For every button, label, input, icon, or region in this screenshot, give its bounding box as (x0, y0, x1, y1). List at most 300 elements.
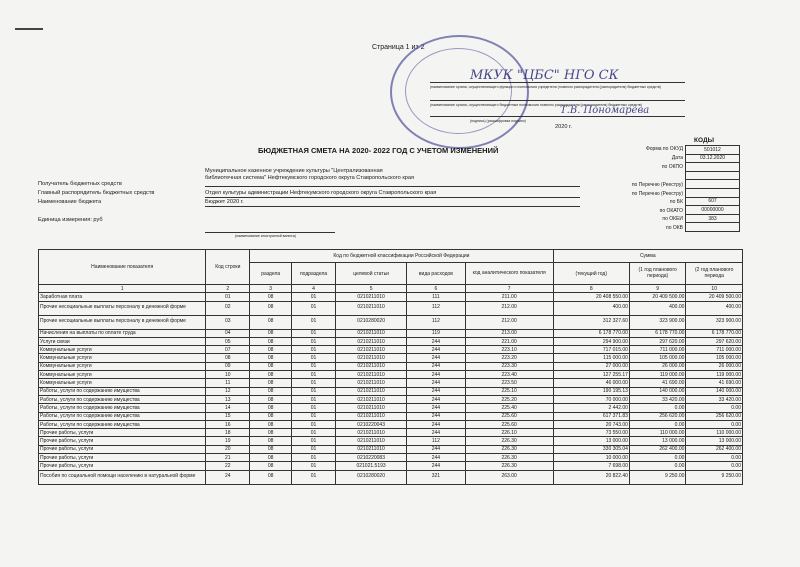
unit-label: Единица измерения: руб (38, 217, 103, 223)
table-row (39, 315, 743, 329)
cell-year3: 297 620.00 (686, 337, 743, 345)
cell-exptype: 112 (407, 315, 466, 329)
cell-year2: 711 000.00 (629, 346, 685, 354)
cell-exptype: 244 (407, 337, 466, 345)
cell-analytic: 213.00 (465, 329, 553, 337)
col-header-name: Наименование показателя (39, 250, 206, 285)
cell-line-code: 07 (206, 346, 250, 354)
code-label: Форма по ОКУД (645, 146, 683, 152)
cell-exptype: 119 (407, 329, 466, 337)
cell-section: 08 (250, 362, 292, 370)
table-row (39, 293, 743, 301)
cell-target: 0210211010 (336, 437, 407, 445)
cell-year3: 0.00 (686, 454, 743, 462)
cell-year1: 20 822.40 (553, 470, 629, 484)
cell-subsection: 01 (292, 395, 336, 403)
table-row (39, 454, 743, 462)
column-number: 6 (407, 285, 466, 293)
column-number: 9 (629, 285, 685, 293)
column-numbers-row (39, 285, 743, 293)
cell-analytic: 223.10 (465, 346, 553, 354)
col-header-year2: (1 год планового периода) (629, 263, 685, 285)
cell-subsection: 01 (292, 362, 336, 370)
cell-year1: 312 327.60 (553, 315, 629, 329)
cell-analytic: 212.00 (465, 301, 553, 315)
budget-table (38, 249, 743, 485)
cell-year1: 10 000.00 (553, 454, 629, 462)
cell-exptype: 244 (407, 362, 466, 370)
cell-target: 0210211010 (336, 337, 407, 345)
signature-line (430, 116, 685, 117)
cell-line-code: 05 (206, 337, 250, 345)
manager-line (205, 197, 580, 198)
column-number: 10 (686, 285, 743, 293)
table-row (39, 437, 743, 445)
cell-year1: 13 000.00 (553, 437, 629, 445)
cell-subsection: 01 (292, 337, 336, 345)
cell-target: 0210211010 (336, 429, 407, 437)
cell-name: Прочие работы, услуги (39, 454, 206, 462)
cell-line-code: 22 (206, 462, 250, 470)
cell-name: Прочие работы, услуги (39, 462, 206, 470)
cell-exptype: 244 (407, 387, 466, 395)
code-value (686, 171, 740, 180)
cell-name: Работы, услуги по содержанию имущества (39, 412, 206, 420)
cell-name: Заработная плата (39, 293, 206, 301)
code-label: по ОКЕИ (662, 216, 683, 222)
cell-year3: 323 900.00 (686, 315, 743, 329)
cell-analytic: 225.20 (465, 395, 553, 403)
table-row (39, 387, 743, 395)
cell-year2: 20 409 500.00 (629, 293, 685, 301)
cell-year1: 20 743.00 (553, 420, 629, 428)
cell-target: 0210211010 (336, 301, 407, 315)
cell-section: 08 (250, 371, 292, 379)
cell-year1: 400.00 (553, 301, 629, 315)
cell-section: 08 (250, 445, 292, 453)
cell-analytic: 212.00 (465, 315, 553, 329)
cell-name: Пособия по социальной помощи населению в натуральной форме (39, 470, 206, 484)
currency-line (205, 232, 335, 233)
cell-section: 08 (250, 346, 292, 354)
cell-name: Работы, услуги по содержанию имущества (39, 395, 206, 403)
cell-analytic: 226.30 (465, 445, 553, 453)
cell-year3: 20 409 500.00 (686, 293, 743, 301)
cell-name: Прочие работы, услуги (39, 437, 206, 445)
cell-year2: 0.00 (629, 462, 685, 470)
approval-hint-1: (наименование органа, осуществляющего функции и полномочия учредителя (главного распорядителя (распорядителя) бюджетных средств) (430, 85, 661, 89)
cell-subsection: 01 (292, 437, 336, 445)
cell-section: 08 (250, 429, 292, 437)
code-value (686, 163, 740, 172)
cell-name: Коммунальные услуги (39, 371, 206, 379)
code-value: 00000000 (686, 206, 740, 215)
table-row (39, 470, 743, 484)
cell-line-code: 19 (206, 437, 250, 445)
cell-year3: 711 000.00 (686, 346, 743, 354)
codes-header: КОДЫ (694, 137, 714, 144)
cell-subsection: 01 (292, 429, 336, 437)
table-row (39, 379, 743, 387)
cell-section: 08 (250, 420, 292, 428)
column-number: 1 (39, 285, 206, 293)
signature-name: Т.В. Пономарева (560, 105, 650, 116)
cell-analytic: 225.60 (465, 412, 553, 420)
cell-line-code: 04 (206, 329, 250, 337)
cell-year2: 110 000.00 (629, 429, 685, 437)
cell-subsection: 01 (292, 315, 336, 329)
cell-year1: 73 550.00 (553, 429, 629, 437)
cell-subsection: 01 (292, 329, 336, 337)
cell-line-code: 13 (206, 395, 250, 403)
cell-line-code: 15 (206, 412, 250, 420)
table-row (39, 395, 743, 403)
cell-line-code: 18 (206, 429, 250, 437)
cell-target: 0210211010 (336, 362, 407, 370)
approval-hint-2: (наименование органа, осуществляющего бюджетные полномочия главного распорядителя (распорядителя) бюджетных средств) (430, 103, 642, 107)
cell-year1: 46 000.00 (553, 379, 629, 387)
budget-line (205, 206, 580, 207)
cell-target: 0210211010 (336, 329, 407, 337)
cell-section: 08 (250, 404, 292, 412)
table-body (39, 293, 743, 484)
cell-section: 08 (250, 437, 292, 445)
currency-hint: (наименование иностранной валюты) (235, 234, 297, 238)
cell-target: 021021.5193 (336, 462, 407, 470)
stamp-text: МКУК "ЦБС" НГО СК (470, 68, 619, 83)
cell-exptype: 244 (407, 454, 466, 462)
cell-line-code: 20 (206, 445, 250, 453)
col-header-target: целевой статьи (336, 263, 407, 285)
cell-year1: 617 371.83 (553, 412, 629, 420)
cell-name: Коммунальные услуги (39, 346, 206, 354)
cell-line-code: 09 (206, 362, 250, 370)
cell-exptype: 244 (407, 346, 466, 354)
cell-year3: 256 620.00 (686, 412, 743, 420)
column-number: 2 (206, 285, 250, 293)
cell-subsection: 01 (292, 454, 336, 462)
cell-line-code: 03 (206, 315, 250, 329)
code-value: 03.12.2020 (686, 154, 740, 163)
cell-name: Прочие несоциальные выплаты персоналу в денежной форме (39, 301, 206, 315)
cell-target: 0210280020 (336, 315, 407, 329)
cell-target: 0210211010 (336, 379, 407, 387)
code-label: по Перечню (Реестру) (631, 182, 683, 188)
cell-year3: 0.00 (686, 462, 743, 470)
cell-target: 0210211010 (336, 354, 407, 362)
code-value (686, 180, 740, 189)
table-row (39, 371, 743, 379)
cell-exptype: 244 (407, 379, 466, 387)
cell-year2: 105 000.00 (629, 354, 685, 362)
table-row (39, 346, 743, 354)
cell-year2: 400.00 (629, 301, 685, 315)
code-value: 383 (686, 214, 740, 223)
cell-year1: 2 442.00 (553, 404, 629, 412)
recipient-value: Муниципальное казенное учреждение культуры "Централизованная библиотечная система" Нефтекумского городского округа Ставропольского края (205, 168, 415, 181)
cell-year3: 0.00 (686, 420, 743, 428)
cell-year1: 127 255.17 (553, 371, 629, 379)
cell-line-code: 08 (206, 354, 250, 362)
cell-section: 08 (250, 354, 292, 362)
cell-year1: 330 305.04 (553, 445, 629, 453)
cell-analytic: 223.50 (465, 379, 553, 387)
table-row (39, 462, 743, 470)
cell-exptype: 111 (407, 293, 466, 301)
cell-subsection: 01 (292, 301, 336, 315)
cell-target: 0210211010 (336, 404, 407, 412)
cell-name: Прочие несоциальные выплаты персоналу в денежной форме (39, 315, 206, 329)
cell-target: 0210211010 (336, 395, 407, 403)
cell-exptype: 321 (407, 470, 466, 484)
col-header-classification: Код по бюджетной классификации Российской Федерации (250, 250, 553, 263)
cell-section: 08 (250, 462, 292, 470)
recipient-line (205, 186, 580, 187)
code-value: 607 (686, 197, 740, 206)
code-value: 501012 (686, 146, 740, 155)
col-header-analytic: код аналитического показателя (465, 263, 553, 285)
cell-name: Коммунальные услуги (39, 362, 206, 370)
cell-year2: 297 620.00 (629, 337, 685, 345)
document-title: БЮДЖЕТНАЯ СМЕТА НА 2020- 2022 ГОД С УЧЕТОМ ИЗМЕНЕНИЙ (258, 146, 499, 155)
cell-exptype: 112 (407, 437, 466, 445)
cell-subsection: 01 (292, 387, 336, 395)
cell-target: 0210211010 (336, 371, 407, 379)
approval-line-2 (430, 100, 685, 101)
code-label: по Перечню (Реестру) (631, 191, 683, 197)
budget-value: Бюджет 2020 г. (205, 199, 244, 205)
budget-label: Наименование бюджета (38, 199, 102, 205)
cell-section: 08 (250, 412, 292, 420)
cell-exptype: 244 (407, 354, 466, 362)
col-header-subsection: подраздела (292, 263, 336, 285)
cell-year2: 262 400.00 (629, 445, 685, 453)
cell-year2: 0.00 (629, 420, 685, 428)
cell-exptype: 244 (407, 429, 466, 437)
column-number: 5 (336, 285, 407, 293)
cell-year1: 6 178 770.00 (553, 329, 629, 337)
cell-section: 08 (250, 395, 292, 403)
cell-target: 0210211010 (336, 445, 407, 453)
cell-subsection: 01 (292, 470, 336, 484)
approval-year: 2020 г. (555, 124, 572, 130)
cell-line-code: 24 (206, 470, 250, 484)
table-row (39, 412, 743, 420)
cell-target: 0210220043 (336, 420, 407, 428)
col-header-exptype: вида расходов (407, 263, 466, 285)
cell-year3: 9 250.00 (686, 470, 743, 484)
cell-analytic: 225.10 (465, 387, 553, 395)
table-row (39, 362, 743, 370)
cell-analytic: 226.30 (465, 454, 553, 462)
cell-name: Коммунальные услуги (39, 354, 206, 362)
cell-year1: 70 000.00 (553, 395, 629, 403)
cell-line-code: 12 (206, 387, 250, 395)
cell-analytic: 226.10 (465, 429, 553, 437)
cell-exptype: 244 (407, 371, 466, 379)
cell-line-code: 14 (206, 404, 250, 412)
cell-line-code: 11 (206, 379, 250, 387)
cell-name: Начисления на выплаты по оплате труда (39, 329, 206, 337)
cell-year2: 13 000.00 (629, 437, 685, 445)
cell-analytic: 226.30 (465, 462, 553, 470)
cell-exptype: 244 (407, 412, 466, 420)
code-label: по ОКАТО (659, 208, 683, 214)
cell-year3: 105 000.00 (686, 354, 743, 362)
cell-section: 08 (250, 387, 292, 395)
manager-label: Главный распорядитель бюджетных средств (38, 190, 155, 196)
column-number: 8 (553, 285, 629, 293)
cell-year1: 7 698.00 (553, 462, 629, 470)
cell-subsection: 01 (292, 371, 336, 379)
column-number: 7 (465, 285, 553, 293)
cell-target: 0210211010 (336, 293, 407, 301)
cell-target: 0210211010 (336, 387, 407, 395)
cell-year3: 33 420.00 (686, 395, 743, 403)
code-label: по ОКПО (661, 164, 683, 170)
cell-target: 0210211010 (336, 346, 407, 354)
cell-year1: 27 000.00 (553, 362, 629, 370)
cell-year3: 0.00 (686, 404, 743, 412)
table-row (39, 301, 743, 315)
cell-subsection: 01 (292, 379, 336, 387)
cell-year2: 9 250.00 (629, 470, 685, 484)
code-value (686, 223, 740, 232)
cell-subsection: 01 (292, 462, 336, 470)
code-label: по ОКВ (665, 225, 683, 231)
cell-year2: 140 000.00 (629, 387, 685, 395)
cell-line-code: 10 (206, 371, 250, 379)
cell-year2: 323 900.00 (629, 315, 685, 329)
cell-year2: 119 000.00 (629, 371, 685, 379)
cell-year2: 256 620.00 (629, 412, 685, 420)
cell-analytic: 223.30 (465, 362, 553, 370)
cell-name: Работы, услуги по содержанию имущества (39, 404, 206, 412)
cell-section: 08 (250, 293, 292, 301)
cell-analytic: 221.00 (465, 337, 553, 345)
code-label: Дата (671, 155, 683, 161)
table-row (39, 337, 743, 345)
cell-section: 08 (250, 301, 292, 315)
cell-subsection: 01 (292, 346, 336, 354)
cell-subsection: 01 (292, 412, 336, 420)
cell-name: Работы, услуги по содержанию имущества (39, 420, 206, 428)
cell-year1: 294 900.00 (553, 337, 629, 345)
cell-analytic: 223.40 (465, 371, 553, 379)
cell-exptype: 112 (407, 301, 466, 315)
cell-line-code: 01 (206, 293, 250, 301)
cell-subsection: 01 (292, 445, 336, 453)
column-number: 3 (250, 285, 292, 293)
col-header-code: Код строки (206, 250, 250, 285)
cell-year1: 190 195.13 (553, 387, 629, 395)
cell-exptype: 244 (407, 445, 466, 453)
signature-hint: (подпись) (расшифровка подписи) (470, 119, 526, 123)
cell-analytic: 263.00 (465, 470, 553, 484)
cell-target: 0210211010 (336, 412, 407, 420)
manager-value: Отдел культуры администрации Нефтекумского городского округа Ставропольского края (205, 190, 437, 196)
table-row (39, 420, 743, 428)
cell-analytic: 223.20 (465, 354, 553, 362)
cell-year3: 119 000.00 (686, 371, 743, 379)
cell-year2: 0.00 (629, 454, 685, 462)
cell-exptype: 244 (407, 462, 466, 470)
cell-line-code: 16 (206, 420, 250, 428)
table-row (39, 429, 743, 437)
cell-year3: 110 000.00 (686, 429, 743, 437)
cell-name: Прочие работы, услуги (39, 429, 206, 437)
cell-year1: 115 000.00 (553, 354, 629, 362)
cell-line-code: 02 (206, 301, 250, 315)
cell-year1: 717 015.00 (553, 346, 629, 354)
cell-year2: 26 000.00 (629, 362, 685, 370)
cell-year3: 262 400.00 (686, 445, 743, 453)
scan-mark (15, 28, 43, 30)
cell-target: 0210280020 (336, 470, 407, 484)
cell-exptype: 244 (407, 420, 466, 428)
cell-year3: 13 000.00 (686, 437, 743, 445)
column-number: 4 (292, 285, 336, 293)
cell-analytic: 226.30 (465, 437, 553, 445)
cell-section: 08 (250, 337, 292, 345)
cell-analytic: 225.60 (465, 420, 553, 428)
cell-exptype: 244 (407, 404, 466, 412)
col-header-sum: Сумма (553, 250, 742, 263)
cell-year1: 20 408 550.00 (553, 293, 629, 301)
col-header-year1: (текущий год) (553, 263, 629, 285)
cell-subsection: 01 (292, 354, 336, 362)
cell-subsection: 01 (292, 404, 336, 412)
cell-analytic: 225.40 (465, 404, 553, 412)
cell-analytic: 211.00 (465, 293, 553, 301)
table-row (39, 354, 743, 362)
cell-year3: 41 690.00 (686, 379, 743, 387)
code-label: по БК (669, 199, 683, 205)
table-row (39, 404, 743, 412)
cell-subsection: 01 (292, 420, 336, 428)
cell-name: Прочие работы, услуги (39, 445, 206, 453)
cell-year3: 400.00 (686, 301, 743, 315)
cell-year2: 33 420.00 (629, 395, 685, 403)
cell-year2: 0.00 (629, 404, 685, 412)
approval-line-1 (430, 82, 685, 83)
cell-year2: 6 178 770.00 (629, 329, 685, 337)
cell-year3: 6 178 770.00 (686, 329, 743, 337)
table-row (39, 445, 743, 453)
cell-name: Услуги связи (39, 337, 206, 345)
col-header-section: раздела (250, 263, 292, 285)
table-row (39, 329, 743, 337)
code-value (686, 188, 740, 197)
cell-year3: 140 000.00 (686, 387, 743, 395)
codes-table (685, 145, 740, 232)
cell-line-code: 21 (206, 454, 250, 462)
cell-year2: 41 690.00 (629, 379, 685, 387)
cell-subsection: 01 (292, 293, 336, 301)
cell-year3: 26 000.00 (686, 362, 743, 370)
cell-target: 0210220083 (336, 454, 407, 462)
cell-section: 08 (250, 315, 292, 329)
cell-section: 08 (250, 470, 292, 484)
cell-exptype: 244 (407, 395, 466, 403)
cell-name: Коммунальные услуги (39, 379, 206, 387)
cell-section: 08 (250, 454, 292, 462)
col-header-year3: (2 год планового периода (686, 263, 743, 285)
recipient-label: Получатель бюджетных средств (38, 181, 122, 187)
cell-section: 08 (250, 379, 292, 387)
cell-section: 08 (250, 329, 292, 337)
page-number: Страница 1 из 2 (372, 44, 425, 51)
